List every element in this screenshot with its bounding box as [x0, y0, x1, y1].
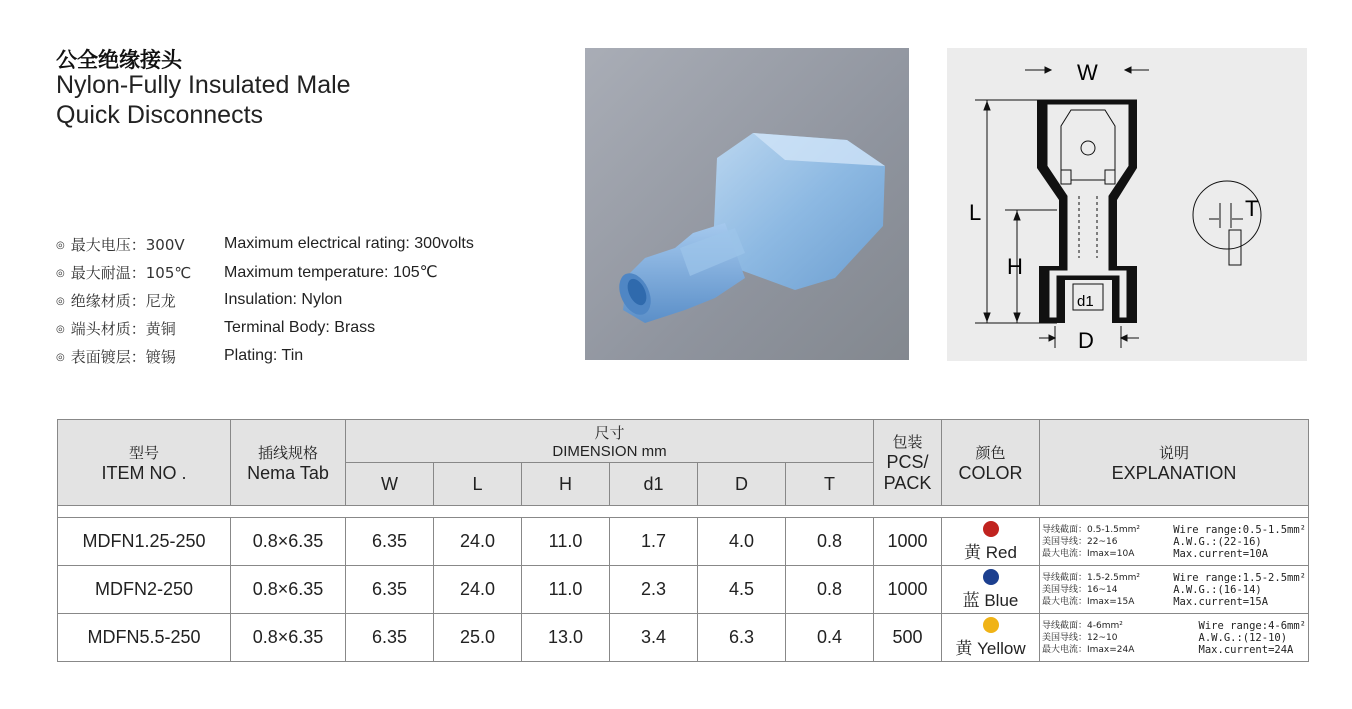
table-header-row	[58, 420, 1309, 463]
header-tab	[231, 420, 346, 506]
table-row	[58, 518, 1309, 566]
dimension-diagram	[947, 48, 1307, 361]
expl-cn-1: 导线截面：4-6mm²	[1042, 620, 1123, 631]
spec-en: Maximum temperature: 105℃	[224, 264, 438, 281]
color-en: Yellow	[977, 638, 1026, 658]
color-cn: 黄	[964, 542, 982, 563]
cell-pack: 1000	[874, 518, 942, 566]
cell-item: MDFN5.5-250	[58, 614, 231, 662]
expl-en-2: A.W.G.:(16-14)	[1173, 583, 1262, 596]
color-dot-icon	[983, 521, 999, 537]
cell-l: 24.0	[434, 566, 522, 614]
cell-tab: 0.8×6.35	[231, 566, 346, 614]
cell-d1: 1.7	[610, 518, 698, 566]
expl-en-2: A.W.G.:(22-16)	[1173, 535, 1262, 548]
cell-d: 4.5	[698, 566, 786, 614]
cell-pack: 1000	[874, 566, 942, 614]
color-dot-icon	[983, 569, 999, 585]
header-item-en: ITEM NO .	[101, 462, 187, 483]
cell-w: 6.35	[346, 614, 434, 662]
cell-pack: 500	[874, 614, 942, 662]
header-color-en: COLOR	[958, 462, 1023, 483]
spec-list	[56, 230, 474, 370]
expl-cn-2: 美国导线：22~16	[1042, 536, 1118, 547]
spec-row	[56, 286, 474, 314]
color-cn: 蓝	[962, 590, 980, 611]
header-expl-cn: 说明	[1158, 443, 1189, 462]
expl-cn-2: 美国导线：16~14	[1042, 584, 1118, 595]
expl-cn-1: 导线截面：0.5-1.5mm²	[1042, 524, 1141, 535]
expl-en-3: Max.current=10A	[1173, 547, 1269, 560]
dim-label-t: T	[1245, 196, 1259, 221]
expl-en-2: A.W.G.:(12-10)	[1198, 631, 1288, 644]
cell-w: 6.35	[346, 566, 434, 614]
header-explanation	[1040, 420, 1309, 506]
spec-cn: ◎ 端头材质：黄铜	[56, 318, 224, 339]
table-row	[58, 566, 1309, 614]
dim-label-w: W	[1077, 60, 1098, 85]
cell-d1: 2.3	[610, 566, 698, 614]
cell-tab: 0.8×6.35	[231, 614, 346, 662]
expl-cn-2: 美国导线：12~10	[1042, 632, 1118, 643]
dim-label-d1: d1	[1077, 293, 1094, 310]
cell-l: 24.0	[434, 518, 522, 566]
color-en: Red	[985, 542, 1017, 562]
cell-explanation	[1040, 518, 1309, 566]
spec-row	[56, 230, 474, 258]
color-dot-icon	[983, 617, 999, 633]
header-dim-en: DIMENSION mm	[552, 443, 667, 460]
spec-en: Terminal Body: Brass	[224, 319, 376, 336]
cell-d: 4.0	[698, 518, 786, 566]
table-row	[58, 614, 1309, 662]
cell-color	[942, 566, 1040, 614]
dim-label-h: H	[1007, 254, 1023, 279]
title-english	[56, 70, 351, 130]
spec-table	[57, 419, 1309, 662]
header-pack-en2: PACK	[883, 473, 932, 493]
cell-explanation	[1040, 614, 1309, 662]
cell-l: 25.0	[434, 614, 522, 662]
spec-en: Plating: Tin	[224, 347, 304, 364]
header-dim-d: D	[698, 463, 786, 506]
header-dim-l: L	[434, 463, 522, 506]
cell-item: MDFN1.25-250	[58, 518, 231, 566]
cell-w: 6.35	[346, 518, 434, 566]
expl-en-1: Wire range:0.5-1.5mm²	[1173, 523, 1306, 536]
dimension-drawing	[947, 48, 1307, 361]
header-dim-d1: d1	[610, 463, 698, 506]
header-pack	[874, 420, 942, 506]
cell-d: 6.3	[698, 614, 786, 662]
cell-t: 0.8	[786, 566, 874, 614]
cell-d1: 3.4	[610, 614, 698, 662]
header-tab-en: Nema Tab	[247, 462, 329, 483]
expl-cn-3: 最大电流：Imax=24A	[1042, 644, 1135, 655]
title-english-line2: Quick Disconnects	[56, 101, 264, 129]
spec-en: Insulation: Nylon	[224, 291, 343, 308]
title-chinese: 公全绝缘接头	[56, 48, 182, 72]
expl-en-1: Wire range:1.5-2.5mm²	[1173, 571, 1306, 584]
dim-label-d: D	[1078, 328, 1094, 353]
header-item	[58, 420, 231, 506]
cell-h: 13.0	[522, 614, 610, 662]
spec-row	[56, 342, 474, 370]
header-dim-h: H	[522, 463, 610, 506]
header-item-cn: 型号	[128, 443, 159, 462]
spec-en: Maximum electrical rating: 300volts	[224, 235, 474, 252]
cell-h: 11.0	[522, 518, 610, 566]
dim-label-l: L	[969, 200, 982, 225]
spec-cn: ◎ 最大电压：300V	[56, 234, 224, 255]
header-spacer	[58, 506, 1309, 518]
header-color-cn: 颜色	[975, 443, 1006, 462]
header-dim-t: T	[786, 463, 874, 506]
spec-cn: ◎ 表面镀层：镀锡	[56, 346, 224, 367]
header-pack-en1: PCS/	[886, 452, 929, 472]
spec-cn: ◎ 绝缘材质：尼龙	[56, 290, 224, 311]
header-dim-w: W	[346, 463, 434, 506]
connector-illustration	[585, 48, 909, 360]
header-dim-cn: 尺寸	[594, 424, 625, 442]
header-color	[942, 420, 1040, 506]
expl-en-3: Max.current=24A	[1198, 643, 1294, 656]
header-tab-cn: 插线规格	[257, 443, 318, 462]
spec-cn: ◎ 最大耐温：105℃	[56, 262, 224, 283]
expl-en-1: Wire range:4-6mm²	[1198, 619, 1306, 632]
cell-item: MDFN2-250	[58, 566, 231, 614]
cell-t: 0.4	[786, 614, 874, 662]
spec-row	[56, 258, 474, 286]
expl-cn-3: 最大电流：Imax=15A	[1042, 596, 1135, 607]
product-photo	[585, 48, 909, 360]
header-dimension	[346, 420, 874, 463]
color-en: Blue	[984, 590, 1019, 610]
cell-color	[942, 614, 1040, 662]
title-english-line1: Nylon-Fully Insulated Male	[56, 71, 351, 99]
spec-row	[56, 314, 474, 342]
expl-cn-1: 导线截面：1.5-2.5mm²	[1042, 572, 1141, 583]
cell-explanation	[1040, 566, 1309, 614]
header-expl-en: EXPLANATION	[1111, 462, 1237, 483]
expl-cn-3: 最大电流：Imax=10A	[1042, 548, 1135, 559]
expl-en-3: Max.current=15A	[1173, 595, 1269, 608]
cell-tab: 0.8×6.35	[231, 518, 346, 566]
cell-h: 11.0	[522, 566, 610, 614]
cell-color	[942, 518, 1040, 566]
color-cn: 黄	[955, 638, 973, 659]
cell-t: 0.8	[786, 518, 874, 566]
header-pack-cn: 包装	[892, 433, 923, 451]
